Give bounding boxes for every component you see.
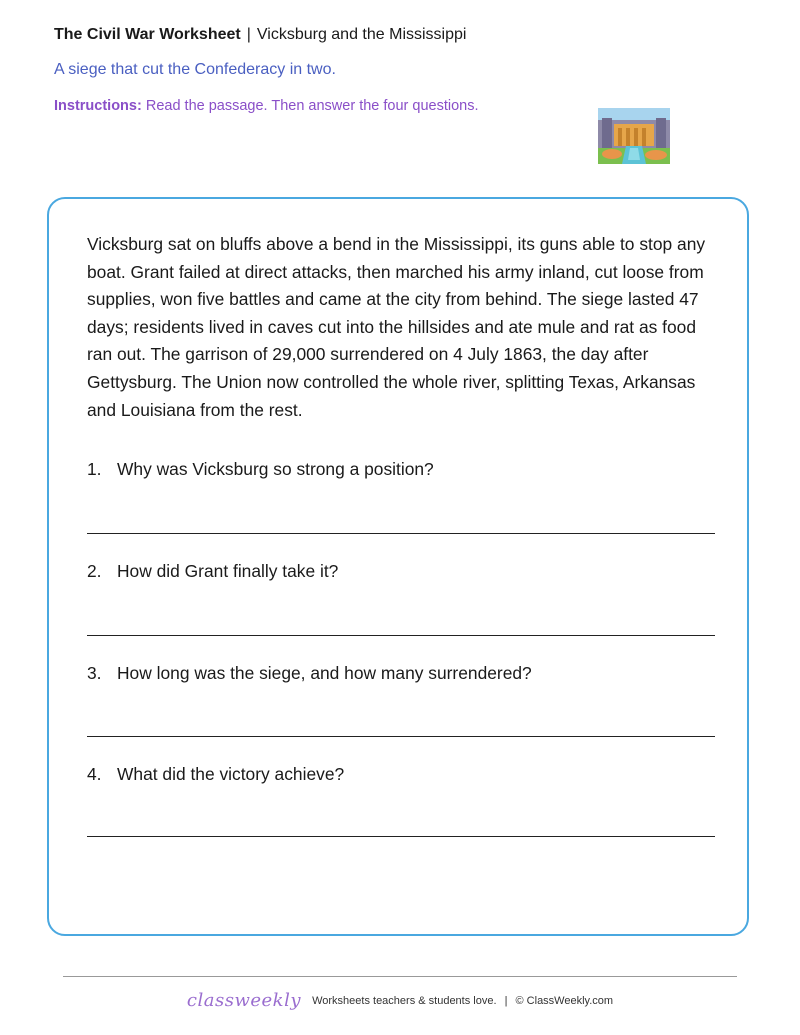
- answer-line-4[interactable]: [87, 836, 715, 837]
- answer-line-3[interactable]: [87, 736, 715, 737]
- classweekly-logo: classweekly: [186, 990, 302, 1011]
- worksheet-title: The Civil War Worksheet: [54, 26, 241, 43]
- page-footer: [0, 990, 800, 1011]
- worksheet-header: [54, 26, 466, 44]
- question-number: 4.: [87, 764, 102, 784]
- worksheet-topic: Vicksburg and the Mississippi: [256, 26, 467, 43]
- question-text: Why was Vicksburg so strong a position?: [117, 459, 434, 479]
- question-text: How did Grant finally take it?: [117, 561, 339, 581]
- question-3: [87, 663, 532, 684]
- question-2: [87, 561, 338, 582]
- instructions: [54, 98, 479, 114]
- question-text: What did the victory achieve?: [117, 764, 345, 784]
- question-number: 1.: [87, 459, 102, 479]
- answer-line-1[interactable]: [87, 533, 715, 534]
- reading-card: [47, 197, 749, 936]
- worksheet-subtitle: A siege that cut the Confederacy in two.: [54, 61, 336, 78]
- instructions-label: Instructions:: [54, 98, 142, 114]
- footer-divider: [63, 976, 737, 977]
- question-number: 2.: [87, 561, 102, 581]
- reading-passage: Vicksburg sat on bluffs above a bend in the Mississippi, its guns able to stop any boat. Grant failed at direct attacks, then marched his army inland, cut loose from supplies, won five battles and came at the city from behind. The siege lasted 47 days; residents lived in caves cut into the hillsides and ate mule and rat as food ran out. The garrison of 29,000 surrendered on 4 July 1863, the day after Gettysburg. The Union now controlled the whole river, splitting Texas, Arkansas and Louisiana from the rest.: [87, 234, 706, 420]
- footer-tagline: Worksheets teachers & students love.: [312, 995, 497, 1007]
- question-text: How long was the siege, and how many surrendered?: [117, 663, 532, 683]
- question-4: [87, 764, 344, 785]
- question-1: [87, 459, 434, 480]
- answer-line-2[interactable]: [87, 635, 715, 636]
- footer-copyright: © ClassWeekly.com: [515, 995, 614, 1007]
- instructions-text: Read the passage. Then answer the four questions.: [145, 98, 479, 114]
- river-dam-icon: [598, 108, 670, 164]
- header-separator: |: [246, 26, 251, 43]
- question-number: 3.: [87, 663, 102, 683]
- footer-separator: |: [504, 995, 508, 1007]
